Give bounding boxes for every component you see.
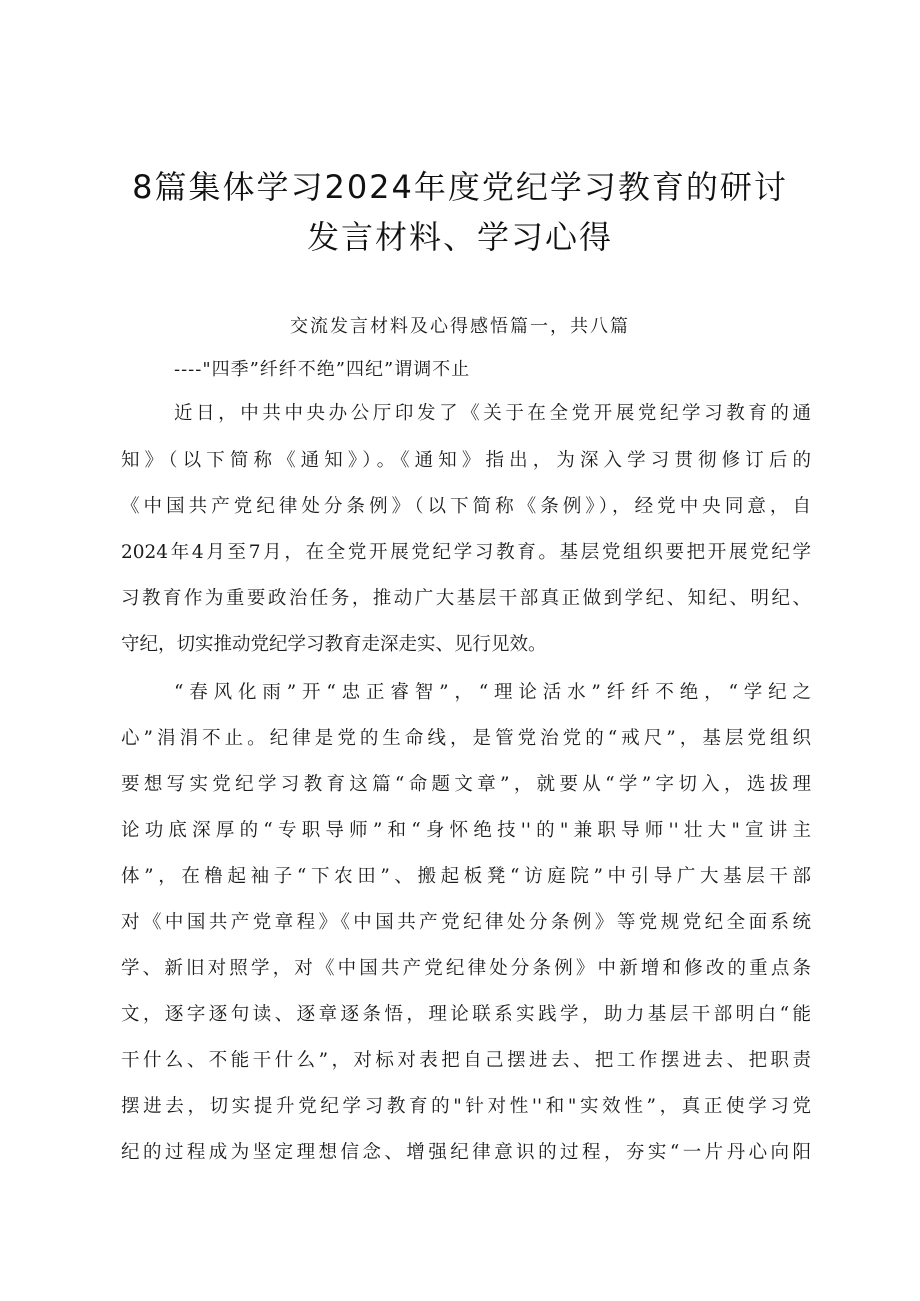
paragraph-2-line: “春风化雨”开“忠正睿智”，“理论活水”纤纤不绝，“学纪之 bbox=[174, 682, 811, 703]
paragraph-1-line: 2024年4月至7月，在全党开展党纪学习教育。基层党组织要把开展党纪学 bbox=[121, 542, 811, 563]
paragraph-2-line: 对《中国共产党章程》《中国共产党纪律处分条例》等党规党纪全面系统 bbox=[121, 912, 811, 933]
paragraph-2-line: 摆进去，切实提升党纪学习教育的"针对性''和"实效性”，真正使学习党 bbox=[121, 1096, 811, 1117]
paragraph-2-line: 体”，在橹起袖子“下农田”、搬起板凳“访庭院”中引导广大基层干部 bbox=[121, 866, 811, 887]
document-title-line-1: 8篇集体学习2024年度党纪学习教育的研讨 bbox=[132, 168, 788, 206]
document-subtitle: 交流发言材料及心得感悟篇一，共八篇 bbox=[290, 316, 630, 337]
paragraph-2-line: 干什么、不能干什么”，对标对表把自己摆进去、把工作摆进去、把职责 bbox=[121, 1050, 811, 1071]
document-title-line-2: 发言材料、学习心得 bbox=[306, 218, 613, 256]
paragraph-2-line: 心”涓涓不止。纪律是党的生命线，是管党治党的“戒尺”，基层党组织 bbox=[121, 728, 811, 749]
paragraph-1-line: 守纪，切实推动党纪学习教育走深走实、见行见效。 bbox=[121, 634, 547, 655]
paragraph-2-line: 论功底深厚的“专职导师”和“身怀绝技''的"兼职导师''壮大"宣讲主 bbox=[121, 820, 811, 841]
paragraph-1-line: 《中国共产党纪律处分条例》（以下简称《条例》），经党中央同意，自 bbox=[121, 496, 811, 517]
section-heading: ----"四季”纤纤不绝”四纪”谓调不止 bbox=[174, 359, 471, 380]
paragraph-1-line: 习教育作为重要政治任务，推动广大基层干部真正做到学纪、知纪、明纪、 bbox=[121, 588, 811, 609]
paragraph-2-line: 文，逐字逐句读、逐章逐条悟，理论联系实践学，助力基层干部明白“能 bbox=[121, 1004, 811, 1025]
paragraph-1-line: 近日，中共中央办公厅印发了《关于在全党开展党纪学习教育的通 bbox=[174, 403, 811, 424]
paragraph-2-line: 学、新旧对照学，对《中国共产党纪律处分条例》中新增和修改的重点条 bbox=[121, 958, 811, 979]
paragraph-2-line: 纪的过程成为坚定理想信念、增强纪律意识的过程，夯实“一片丹心向阳 bbox=[121, 1142, 811, 1163]
paragraph-2-line: 要想写实党纪学习教育这篇“命题文章”，就要从“学”字切入，选拔理 bbox=[121, 774, 811, 795]
paragraph-1-line: 知》（以下简称《通知》）。《通知》指出，为深入学习贯彻修订后的 bbox=[121, 450, 811, 471]
